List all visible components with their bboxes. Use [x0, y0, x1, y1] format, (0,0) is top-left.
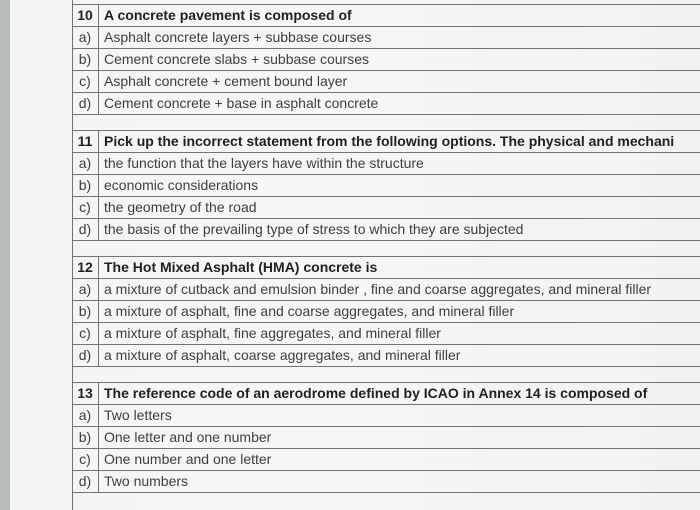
question-row — [72, 382, 700, 404]
option-text: a mixture of asphalt, fine and coarse aggregates, and mineral filler — [104, 303, 515, 319]
question-number: 13 — [72, 383, 99, 404]
option-letter: c) — [72, 323, 99, 344]
option-text: economic considerations — [104, 177, 259, 193]
option-row — [72, 426, 700, 448]
option-row — [72, 48, 700, 70]
option-letter: c) — [72, 71, 99, 92]
option-text: a mixture of cutback and emulsion binder , fine and coarse aggregates, and mineral filler — [104, 281, 652, 297]
question-row — [72, 4, 700, 26]
question-number: 12 — [72, 257, 99, 278]
option-letter: c) — [72, 197, 99, 218]
option-row — [72, 322, 700, 344]
option-letter: d) — [72, 219, 99, 240]
option-text: Two letters — [104, 407, 172, 423]
question-number: 11 — [72, 131, 99, 152]
question-row — [72, 256, 700, 278]
option-text: the function that the layers have within the structure — [104, 155, 424, 171]
option-text: a mixture of asphalt, coarse aggregates, and mineral filler — [104, 347, 461, 363]
question-text: A concrete pavement is composed of — [104, 7, 352, 23]
option-text: Asphalt concrete layers + subbase courses — [104, 29, 372, 45]
option-row — [72, 344, 700, 366]
option-row — [72, 470, 700, 493]
option-letter: b) — [72, 301, 99, 322]
option-row — [72, 152, 700, 174]
option-letter: a) — [72, 27, 99, 48]
option-text: the basis of the prevailing type of stress to which they are subjected — [104, 221, 524, 237]
question-text: Pick up the incorrect statement from the following options. The physical and mechani — [104, 133, 675, 149]
option-row — [72, 26, 700, 48]
question-block-11 — [72, 130, 700, 262]
option-row — [72, 92, 700, 114]
table-left-border — [72, 0, 73, 510]
option-row — [72, 174, 700, 196]
option-text: a mixture of asphalt, fine aggregates, and mineral filler — [104, 325, 441, 341]
question-block-10 — [72, 4, 700, 136]
option-text: the geometry of the road — [104, 199, 257, 215]
document-page — [10, 0, 700, 510]
option-row — [72, 448, 700, 470]
option-text: One number and one letter — [104, 451, 272, 467]
option-text: Asphalt concrete + cement bound layer — [104, 73, 348, 89]
question-block-13 — [72, 382, 700, 493]
option-letter: b) — [72, 175, 99, 196]
option-letter: d) — [72, 345, 99, 366]
option-text: Cement concrete slabs + subbase courses — [104, 51, 369, 67]
question-text: The reference code of an aerodrome defined by ICAO in Annex 14 is composed of — [104, 385, 648, 401]
option-letter: a) — [72, 153, 99, 174]
option-letter: a) — [72, 279, 99, 300]
option-row — [72, 70, 700, 92]
question-number: 10 — [72, 5, 99, 26]
question-row — [72, 130, 700, 152]
option-letter: b) — [72, 49, 99, 70]
option-text: Two numbers — [104, 473, 189, 489]
option-row — [72, 278, 700, 300]
option-letter: b) — [72, 427, 99, 448]
option-text: Cement concrete + base in asphalt concrete — [104, 95, 379, 111]
question-block-12 — [72, 256, 700, 388]
option-letter: c) — [72, 449, 99, 470]
option-letter: a) — [72, 405, 99, 426]
option-letter: d) — [72, 471, 99, 492]
option-row — [72, 218, 700, 240]
option-row — [72, 404, 700, 426]
question-text: The Hot Mixed Asphalt (HMA) concrete is — [104, 259, 378, 275]
option-text: One letter and one number — [104, 429, 272, 445]
option-letter: d) — [72, 93, 99, 114]
option-row — [72, 300, 700, 322]
option-row — [72, 196, 700, 218]
